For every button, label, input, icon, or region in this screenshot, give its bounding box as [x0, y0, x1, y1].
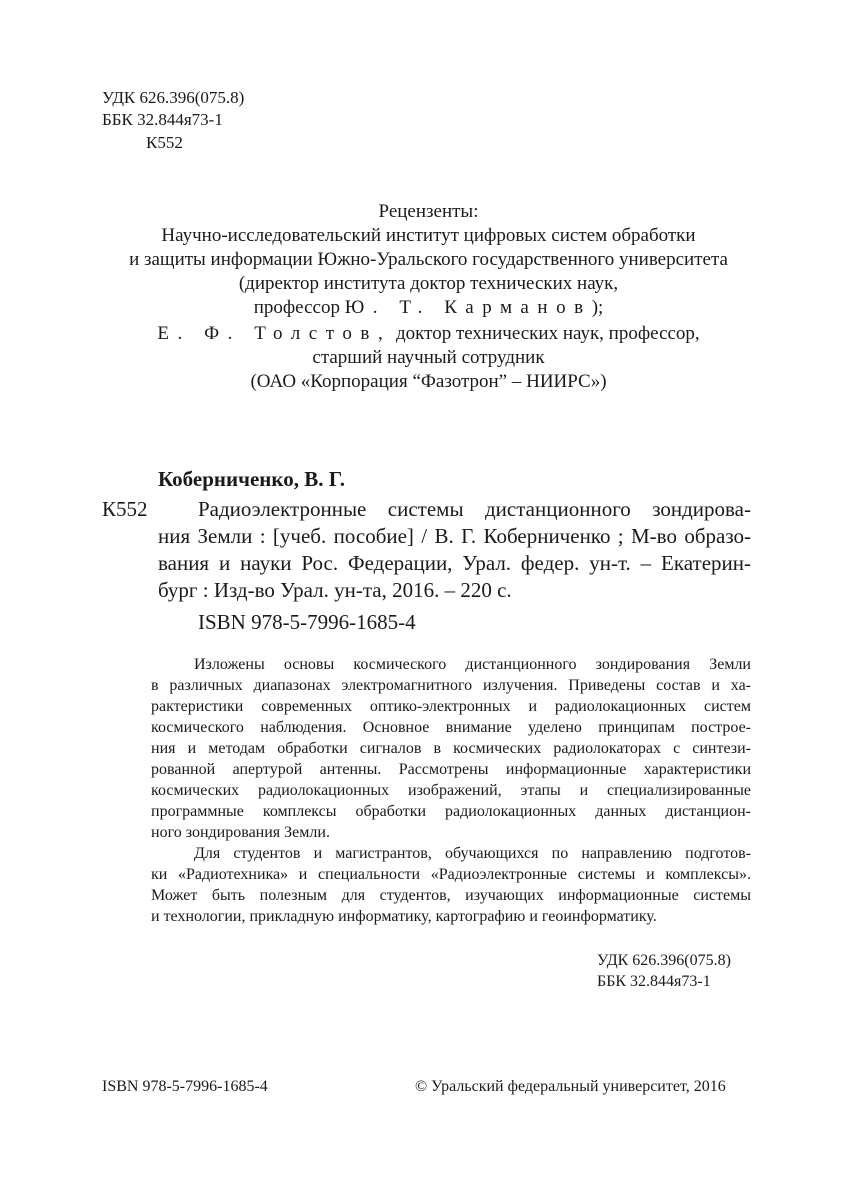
footer-isbn: ISBN 978-5-7996-1685-4 [102, 1078, 268, 1095]
reviewer-1-name: Ю. Т. Карманов [344, 297, 592, 318]
abstract-line: рактеристики современных оптико-электронных и радиолокационных систем [151, 698, 751, 715]
reviewer-2-line-2: старший научный сотрудник [312, 347, 545, 368]
abstract-line: ния и методам обработки сигналов в космических радиолокаторах с синтези- [151, 740, 751, 757]
author-code-header: К552 [146, 133, 183, 152]
abstract-line: рованной апертурой антенны. Рассмотрены информационные характеристики [151, 761, 751, 778]
abstract-line: программные комплексы обработки радиолокационных данных дистанцион- [151, 803, 751, 820]
catalog-line: вания и науки Рос. Федерации, Урал. федер. ун-т. – Екатерин- [158, 551, 751, 575]
reviewers-title: Рецензенты: [378, 201, 479, 222]
reviewer-2-line-3: (ОАО «Корпорация “Фазотрон” – НИИРС») [250, 371, 607, 392]
catalog-line: ния Земли : [учеб. пособие] / В. Г. Коберниченко ; М-во образо- [158, 524, 751, 548]
abstract-line: и технологии, прикладную информатику, картографию и геоинформатику. [151, 908, 657, 925]
reviewer-1-line-3: (директор института доктор технических наук, [238, 273, 619, 294]
reviewer-1-line-4 [0, 297, 857, 319]
reviewer-2-line-1 [0, 323, 857, 345]
abstract-line: ки «Радиотехника» и специальности «Радиоэлектронные системы и комплексы». [151, 866, 751, 883]
abstract-line: Изложены основы космического дистанционного зондирования Земли [194, 656, 751, 673]
catalog-author: Коберниченко, В. Г. [158, 467, 345, 491]
catalog-line: Радиоэлектронные системы дистанционного зондирова- [198, 497, 751, 521]
reviewer-2-rest: доктор технических наук, профессор, [391, 323, 700, 344]
reviewer-1-suffix: ); [591, 297, 604, 318]
abstract-line: Для студентов и магистрантов, обучающихся по направлению подготов- [194, 845, 751, 862]
reviewer-2-name: Е. Ф. Толстов, [157, 323, 392, 344]
reviewer-1-line-1: Научно-исследовательский институт цифровых систем обработки [161, 225, 696, 246]
catalog-code: К552 [102, 497, 148, 521]
catalog-isbn: ISBN 978-5-7996-1685-4 [198, 610, 416, 634]
abstract-line: Может быть полезным для студентов, изучающих информационные системы [151, 887, 751, 904]
abstract-line: ного зондирования Земли. [151, 824, 330, 841]
udk-header: УДК 626.396(075.8) [102, 88, 245, 107]
abstract-line: в различных диапазонах электромагнитного излучения. Приведены состав и ха- [151, 677, 751, 694]
udk-footer: УДК 626.396(075.8) [597, 952, 731, 969]
abstract-line: космических радиолокационных изображений, этапы и специализированные [151, 782, 751, 799]
abstract-line: космического наблюдения. Основное внимание уделено принципам построе- [151, 719, 751, 736]
catalog-line: бург : Изд-во Урал. ун-та, 2016. – 220 с. [158, 578, 512, 602]
bbk-footer: ББК 32.844я73-1 [597, 973, 711, 990]
bbk-header: ББК 32.844я73-1 [102, 110, 223, 129]
reviewer-1-prefix: профессор [253, 297, 345, 318]
reviewer-1-line-2: и защиты информации Южно-Уральского государственного университета [129, 249, 728, 270]
footer-copyright: © Уральский федеральный университет, 2016 [415, 1078, 726, 1095]
